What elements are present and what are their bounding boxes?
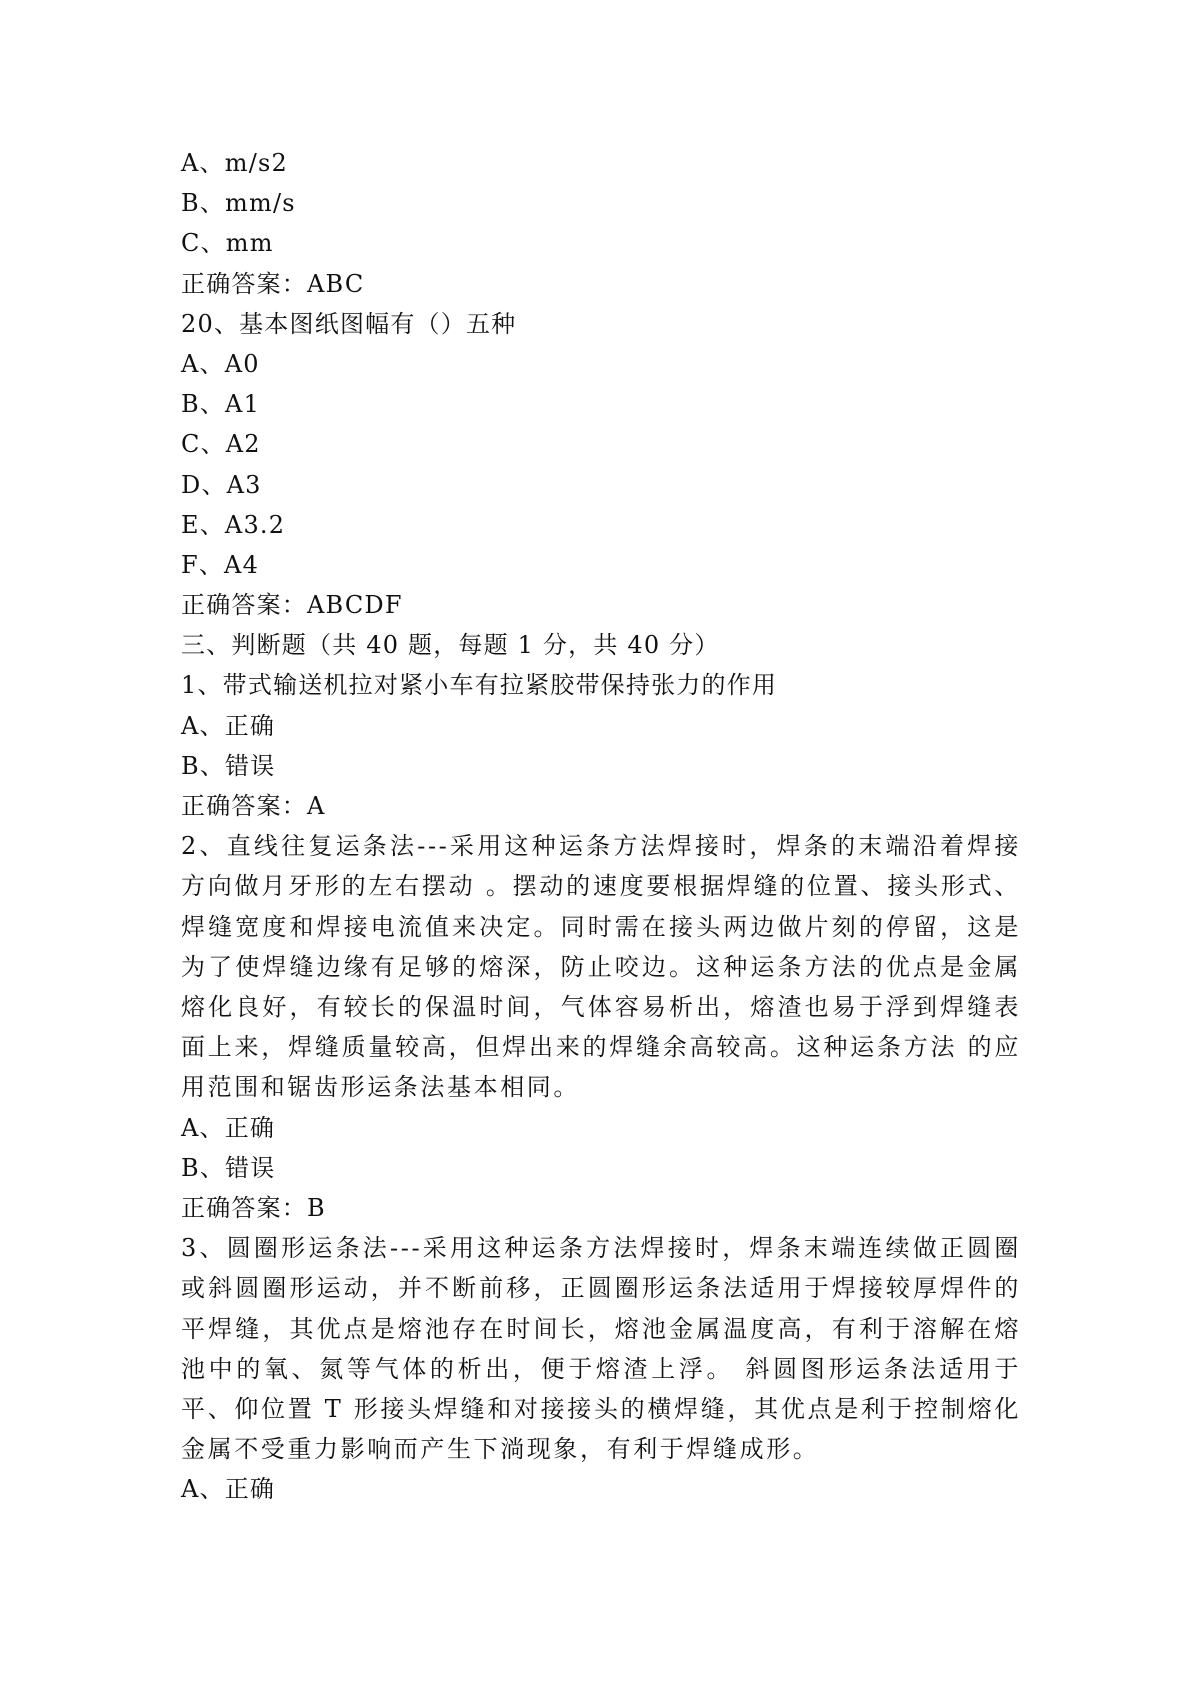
option-line: B、mm/s <box>181 189 296 218</box>
question-line: 1、带式输送机拉对紧小车有拉紧胶带保持张力的作用 <box>181 671 778 700</box>
option-line: B、A1 <box>181 390 261 419</box>
answer-line: 正确答案：ABC <box>181 269 365 298</box>
option-line: A、正确 <box>181 1113 276 1142</box>
question-line: 20、基本图纸图幅有（）五种 <box>181 309 517 338</box>
option-line: A、正确 <box>181 711 276 740</box>
option-line: C、mm <box>181 229 274 258</box>
option-line: B、错误 <box>181 751 276 780</box>
answer-line: 正确答案：ABCDF <box>181 591 403 620</box>
question-paragraph: 3、圆圈形运条法---采用这种运条方法焊接时，焊条末端连续做正圆圈或斜圆圈形运动，并不断前移，正圆圈形运条法适用于焊接较厚焊件的平焊缝，其优点是熔池存在时间长，熔池金属温度高，有利于溶解在熔池中的氧、氮等气体的析出，便于熔渣上浮。 斜圆图形运条法适用于平、仰位置 T 形接头焊缝和对接接头的横焊缝，其优点是利于控制熔化金属不受重力影响而产生下淌现象，有利于焊缝成形。 <box>181 1234 1021 1464</box>
option-line: C、A2 <box>181 430 261 459</box>
option-line: B、错误 <box>181 1153 276 1182</box>
option-line: A、m/s2 <box>181 149 288 177</box>
option-line: A、正确 <box>181 1475 276 1504</box>
question-paragraph: 2、直线往复运条法---采用这种运条方法焊接时，焊条的末端沿着焊接方向做月牙形的左右摆动 。摆动的速度要根据焊缝的位置、接头形式、焊缝宽度和焊接电流值来决定。同时需在接头两边做片刻的停留，这是为了使焊缝边缘有足够的熔深，防止咬边。这种运条方法的优点是金属熔化良好，有较长的保温时间，气体容易析出，熔渣也易于浮到焊缝表面上来，焊缝质量较高，但焊出来的焊缝余高较高。这种运条方法 的应用范围和锯齿形运条法基本相同。 <box>181 832 1021 1102</box>
option-line: F、A4 <box>181 550 260 579</box>
option-line: A、A0 <box>181 349 260 378</box>
section-heading: 三、判断题（共 40 题，每题 1 分，共 40 分） <box>181 631 720 660</box>
option-line: E、A3.2 <box>181 510 286 539</box>
answer-line: 正确答案：B <box>181 1193 326 1222</box>
exam-content <box>181 143 1031 1510</box>
answer-line: 正确答案：A <box>181 792 326 820</box>
option-line: D、A3 <box>181 470 262 499</box>
